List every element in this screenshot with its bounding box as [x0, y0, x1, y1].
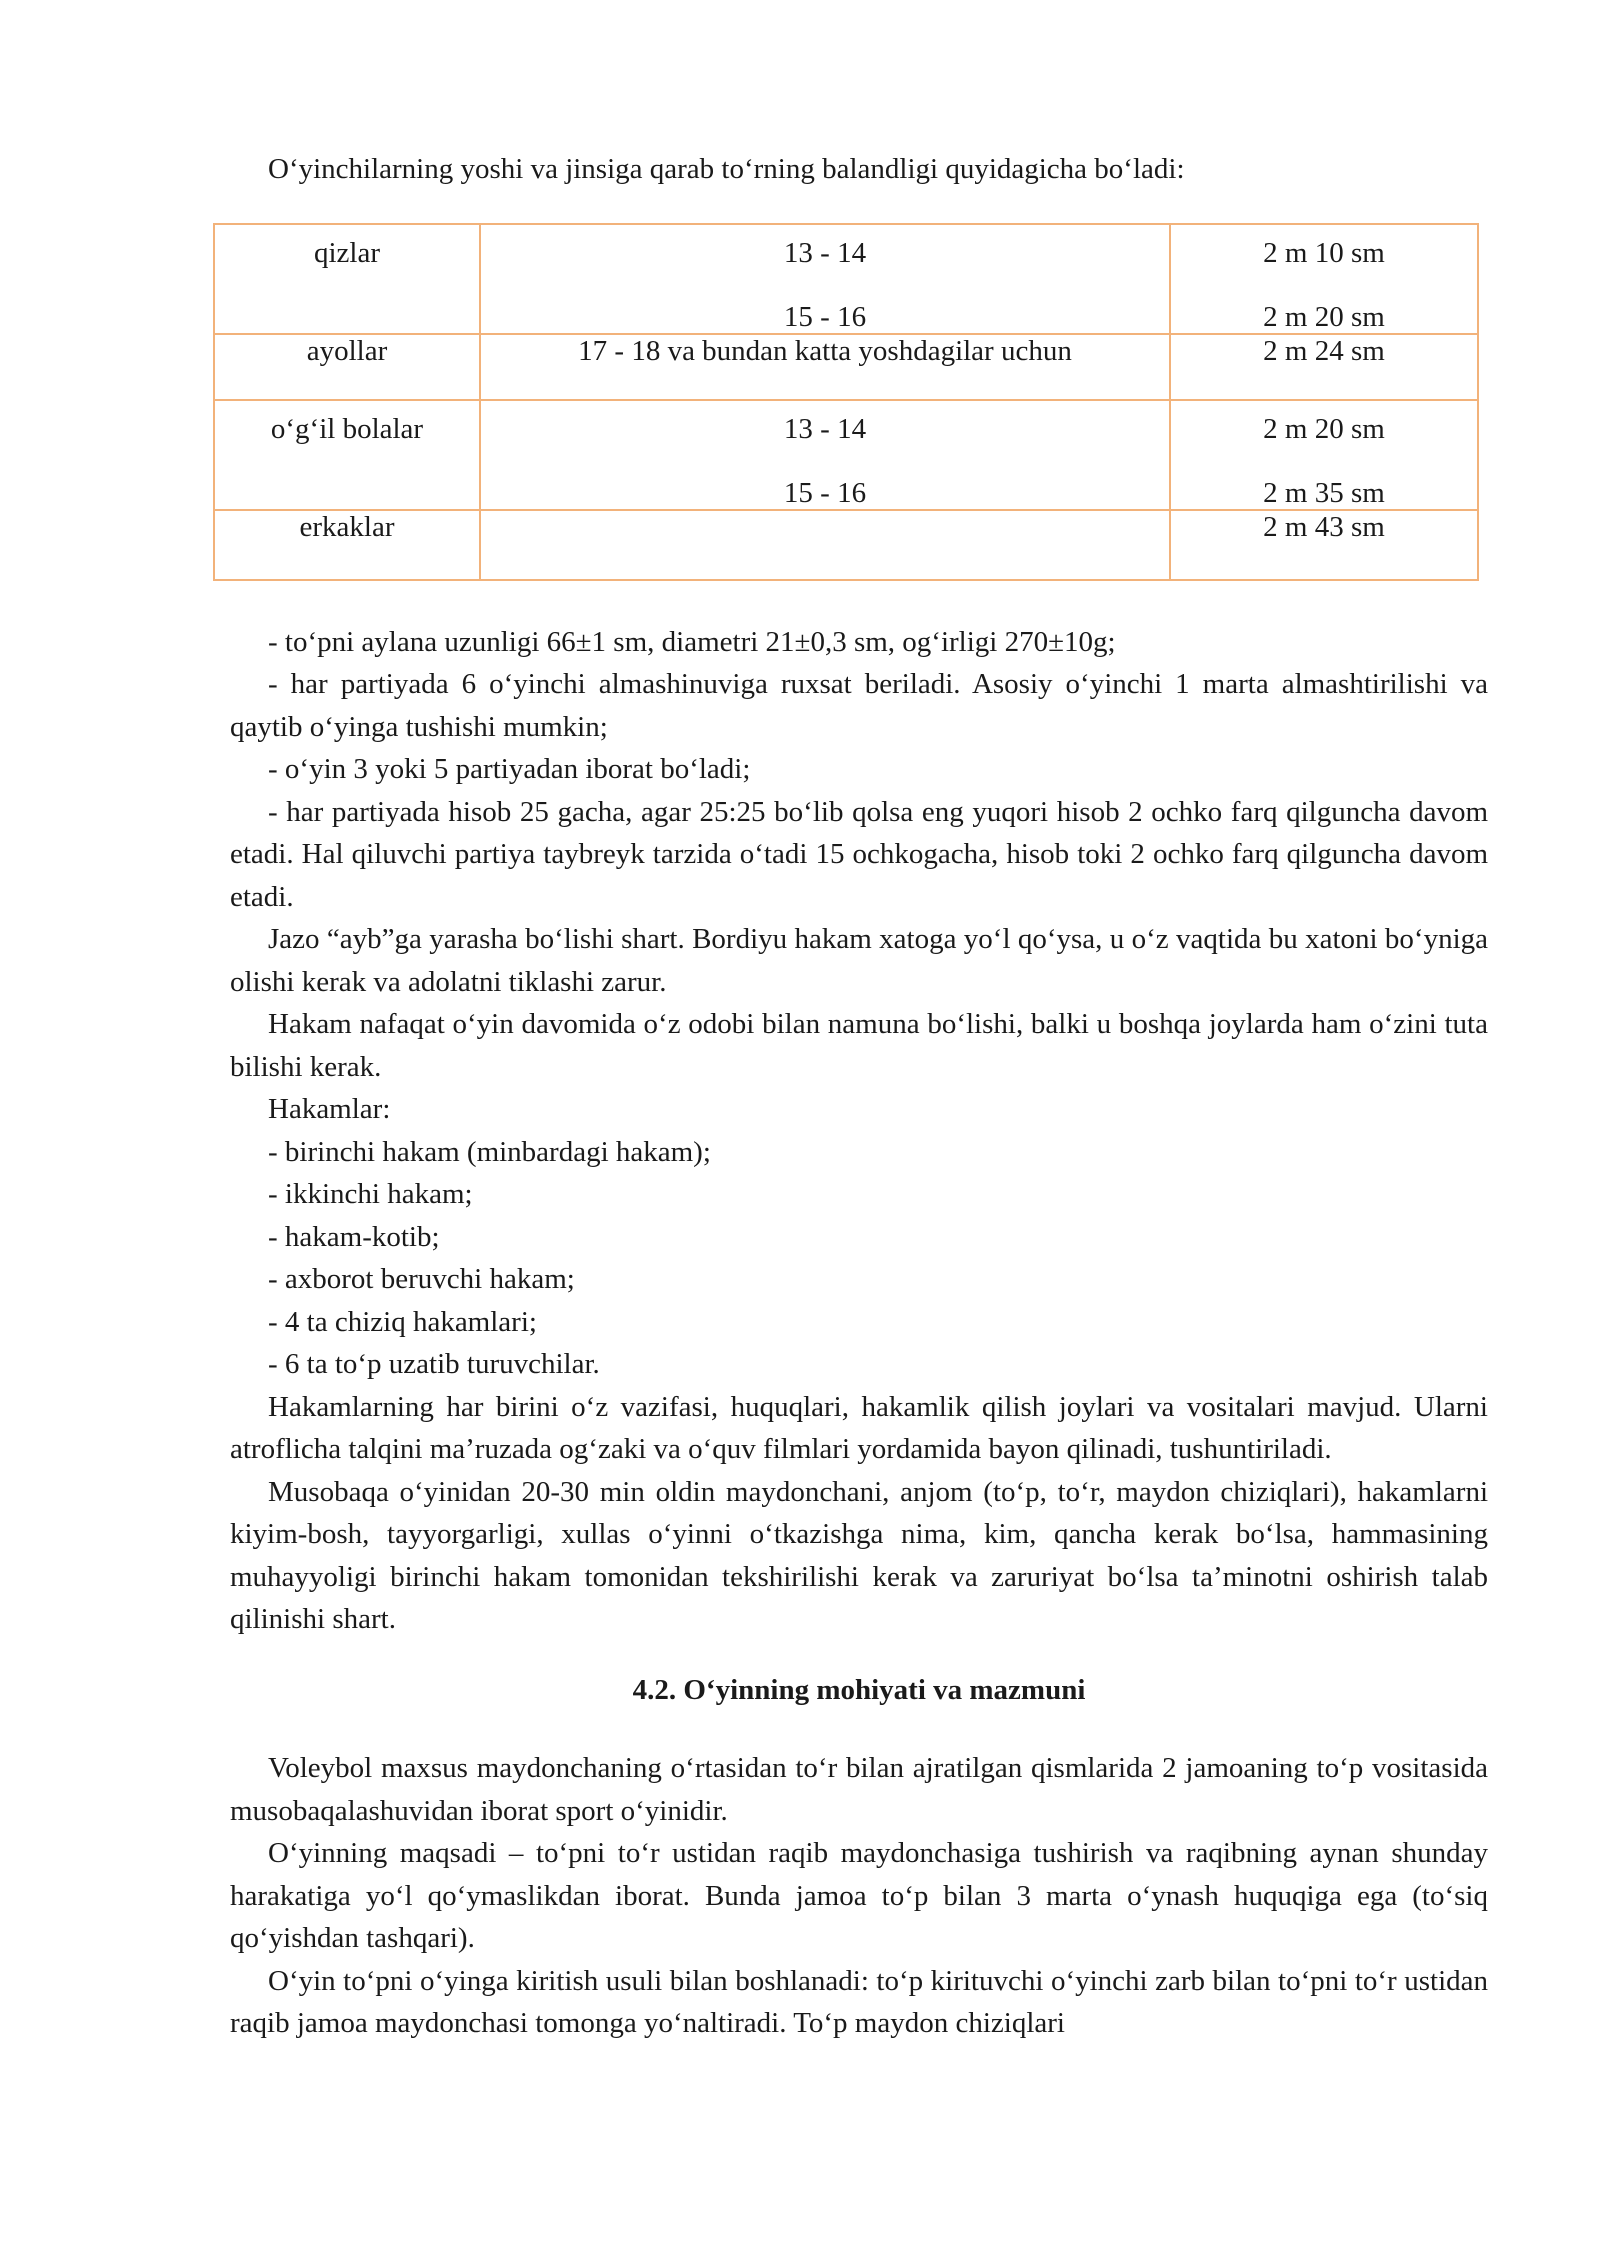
paragraph: Hakamlarning har birini oʻz vazifasi, huquqlari, hakamlik qilish joylari va vositalari mavjud. Ularni atroflicha talqini maʼruzada ogʻzaki va oʻquv filmlari yordamida bayon qilinadi, tushuntiriladi. [230, 1390, 1488, 1465]
table-cell-heights: 2 m 10 sm 2 m 20 sm [1170, 224, 1478, 334]
table-row [214, 334, 1478, 400]
table-cell-group: ayollar [214, 334, 480, 400]
table-cell-group: oʻgʻil bolalar [214, 400, 480, 510]
net-height-table [213, 223, 1479, 581]
paragraph: Hakam nafaqat oʻyin davomida oʻz odobi bilan namuna boʻlishi, balki u boshqa joylarda ham oʻzini tuta bilishi kerak. [230, 1008, 1488, 1083]
list-item: - axborot beruvchi hakam; [268, 1263, 575, 1295]
paragraph: - toʻpni aylana uzunligi 66±1 sm, diametri 21±0,3 sm, ogʻirligi 270±10g; [268, 625, 1116, 658]
paragraph: Oʻyinning maqsadi – toʻpni toʻr ustidan raqib maydonchasiga tushirish va raqibning aynan shunday harakatiga yoʻl qoʻymaslikdan iborat. Bunda jamoa toʻp bilan 3 marta oʻynash huquqiga ega (toʻsiq qoʻyishdan tashqari). [230, 1837, 1488, 1954]
paragraph: - har partiyada 6 oʻyinchi almashinuviga ruxsat beriladi. Asosiy oʻyinchi 1 marta almashtirilishi va qaytib oʻyinga tushishi mumkin; [230, 668, 1488, 743]
list-item: - 4 ta chiziq hakamlari; [268, 1305, 537, 1338]
table-cell-group: erkaklar [214, 510, 480, 580]
table-cell-ages [480, 510, 1170, 580]
table-cell-ages: 13 - 14 15 - 16 [480, 224, 1170, 334]
table-cell-heights: 2 m 24 sm [1170, 334, 1478, 400]
paragraph: Jazo “ayb”ga yarasha boʻlishi shart. Bordiyu hakam xatoga yoʻl qoʻysa, u oʻz vaqtida bu xatoni boʻyniga olishi kerak va adolatni tiklashi zarur. [230, 923, 1488, 998]
paragraph: Oʻyin toʻpni oʻyinga kiritish usuli bilan boshlanadi: toʻp kirituvchi oʻyinchi zarb bilan toʻpni toʻr ustidan raqib jamoa maydonchasi tomonga yoʻnaltiradi. Toʻp maydon chiziqlari [230, 1964, 1488, 2039]
table-cell-heights: 2 m 43 sm [1170, 510, 1478, 580]
table-cell-ages: 13 - 14 15 - 16 [480, 400, 1170, 510]
paragraph: - oʻyin 3 yoki 5 partiyadan iborat boʻladi; [268, 753, 751, 785]
paragraph: - har partiyada hisob 25 gacha, agar 25:25 boʻlib qolsa eng yuqori hisob 2 ochko farq qilguncha davom etadi. Hal qiluvchi partiya taybreyk tarzida oʻtadi 15 ochkogacha, hisob toki 2 ochko farq qilguncha davom etadi. [230, 795, 1488, 913]
list-heading: Hakamlar: [268, 1093, 391, 1125]
list-item: - ikkinchi hakam; [268, 1178, 473, 1210]
table-cell-ages: 17 - 18 va bundan katta yoshdagilar uchun [480, 334, 1170, 400]
table-row [214, 224, 1478, 334]
section-heading: 4.2. Oʻyinning mohiyati va mazmuni [632, 1673, 1086, 1706]
paragraph: Musobaqa oʻyinidan 20-30 min oldin maydonchani, anjom (toʻp, toʻr, maydon chiziqlari), hakamlarni kiyim-bosh, tayyorgarligi, xullas oʻyinni oʻtkazishga nima, kim, qancha kerak boʻlsa, hammasining muhayyoligi birinchi hakam tomonidan tekshirilishi kerak va zaruriyat boʻlsa taʼminotni oshirish talab qilinishi shart. [230, 1475, 1488, 1635]
list-item: - 6 ta toʻp uzatib turuvchilar. [268, 1348, 600, 1380]
body-text-before-heading [230, 621, 1488, 1641]
table-row [214, 510, 1478, 580]
table-cell-group: qizlar [214, 224, 480, 334]
paragraph: Voleybol maxsus maydonchaning oʻrtasidan toʻr bilan ajratilgan qismlarida 2 jamoaning toʻp vositasida musobaqalashuvidan iborat sport oʻyinidir. [230, 1752, 1488, 1827]
document-page [230, 148, 1488, 2045]
list-item: - hakam-kotib; [268, 1220, 440, 1253]
list-item: - birinchi hakam (minbardagi hakam); [268, 1135, 711, 1168]
body-text-after-heading [230, 1747, 1488, 2045]
intro-paragraph: Oʻyinchilarning yoshi va jinsiga qarab toʻrning balandligi quyidagicha boʻladi: [268, 153, 1185, 185]
table-row [214, 400, 1478, 510]
table-cell-heights: 2 m 20 sm 2 m 35 sm [1170, 400, 1478, 510]
